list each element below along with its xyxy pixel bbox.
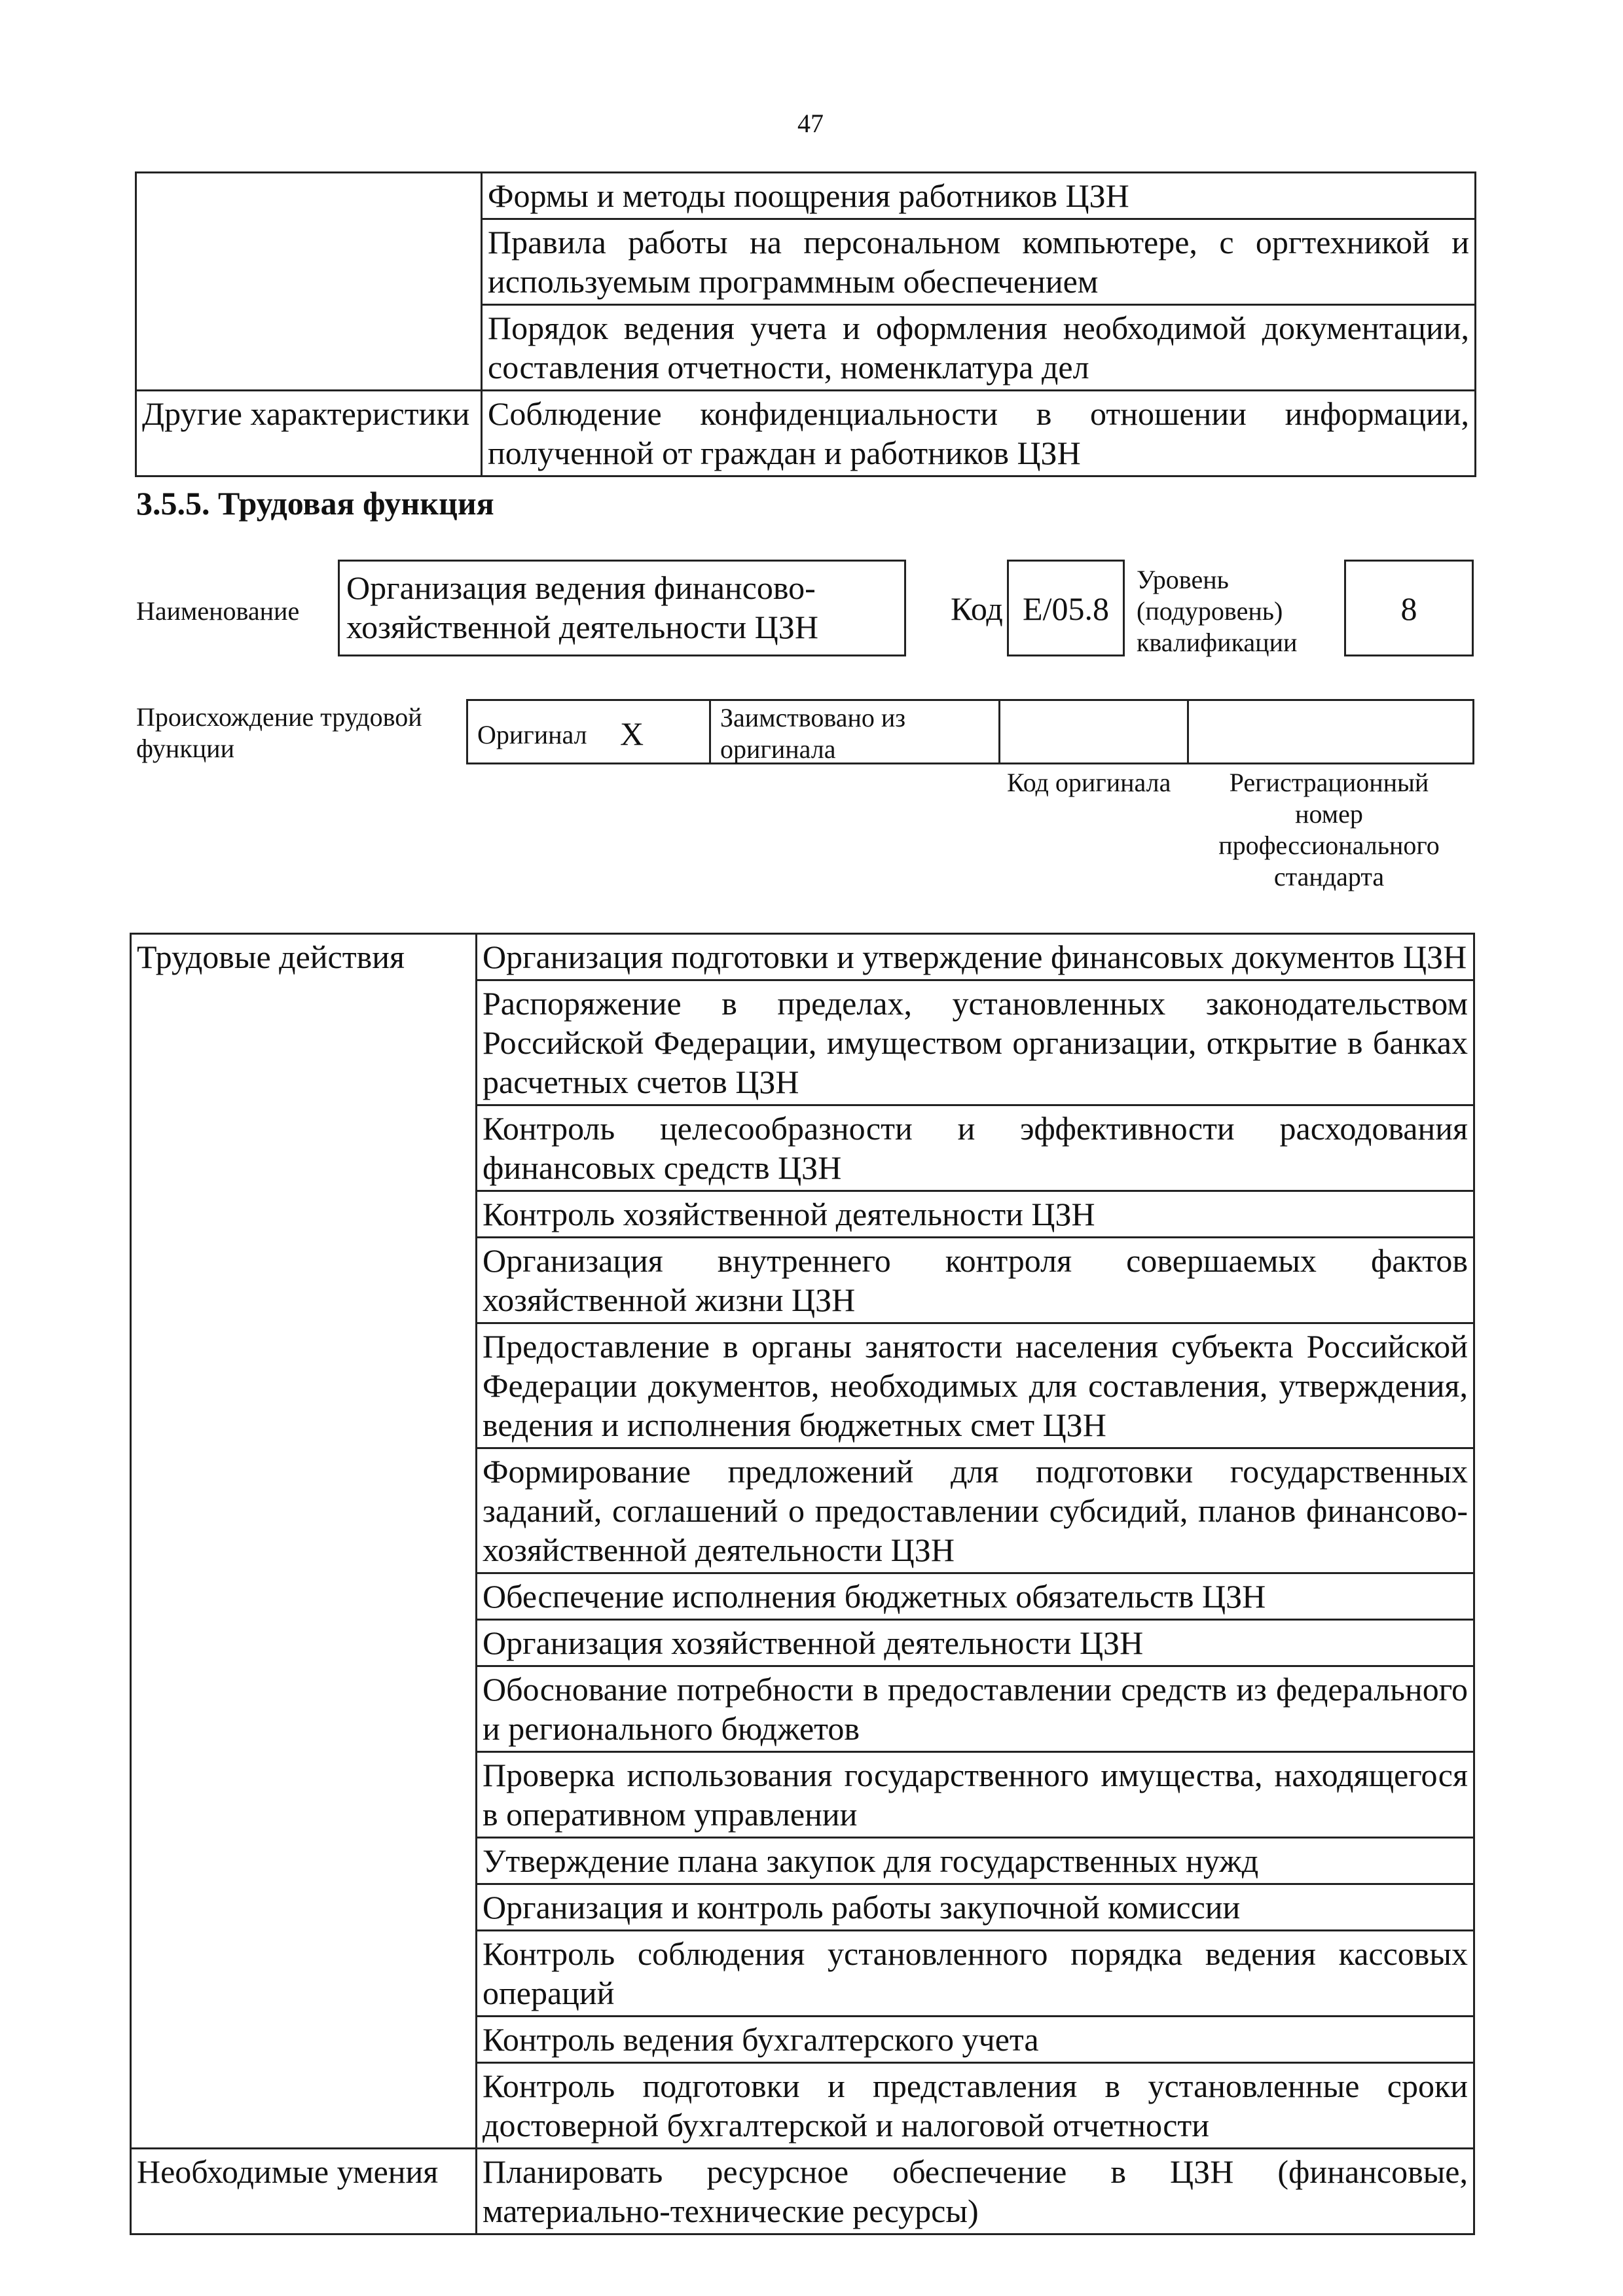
page-number: 47 [797,109,824,138]
list-item: Планировать ресурсное обеспечение в ЦЗН (финансовые, материально-технические ресурсы) [477,2149,1474,2234]
list-item: Обоснование потребности в предоставлении средств из федерального и регионального бюджетов [477,1666,1474,1752]
original-mark: X [620,715,644,752]
origin-box [466,699,1474,764]
list-item: Утверждение плана закупок для государственных нужд [477,1838,1474,1884]
level-label: Уровень (подуровень) квалификации [1137,565,1298,657]
labor-actions-table [130,933,1475,2235]
table-cell: Соблюдение конфиденциальности в отношении информации, полученной от граждан и работников ЦЗН [482,391,1476,476]
list-item: Организация и контроль работы закупочной комиссии [477,1884,1474,1931]
list-item: Распоряжение в пределах, установленных законодательством Российской Федерации, имуществом организации, открытие в банках расчетных счетов ЦЗН [477,980,1474,1105]
list-item: Контроль хозяйственной деятельности ЦЗН [477,1191,1474,1238]
row-label: Необходимые умения [131,2149,477,2234]
registration-number-caption: Регистрационный номер профессионального стандарта [1218,768,1440,891]
row-label: Другие характеристики [136,391,482,476]
list-item: Организация внутреннего контроля совершаемых фактов хозяйственной жизни ЦЗН [477,1238,1474,1323]
borrowed-label: Заимствовано из оригинала [720,703,906,764]
origin-label: Происхождение трудовой функции [136,702,422,763]
code-original-caption: Код оригинала [1007,768,1171,797]
section-heading: 3.5.5. Трудовая функция [136,485,494,522]
function-name: Организация ведения финансово-хозяйственной деятельности ЦЗН [338,560,906,656]
characteristics-table [135,171,1476,477]
list-item: Контроль подготовки и представления в установленные сроки достоверной бухгалтерской и налоговой отчетности [477,2063,1474,2149]
list-item: Предоставление в органы занятости населения субъекта Российской Федерации документов, необходимых для составления, утверждения, ведения и исполнения бюджетных смет ЦЗН [477,1323,1474,1448]
original-label: Оригинал [477,720,587,749]
code-label: Код [951,590,1003,627]
list-item: Контроль соблюдения установленного порядка ведения кассовых операций [477,1931,1474,2017]
list-item: Проверка использования государственного имущества, находящегося в оперативном управлении [477,1752,1474,1838]
table-row [131,934,1474,980]
table-row [136,173,1476,219]
list-item: Формирование предложений для подготовки государственных заданий, соглашений о предоставлении субсидий, планов финансово-хозяйственной деятельности ЦЗН [477,1448,1474,1573]
table-cell: Порядок ведения учета и оформления необходимой документации, составления отчетности, номенклатура дел [482,305,1476,391]
list-item: Контроль целесообразности и эффективности расходования финансовых средств ЦЗН [477,1105,1474,1191]
level-value: 8 [1344,560,1474,656]
list-item: Обеспечение исполнения бюджетных обязательств ЦЗН [477,1573,1474,1620]
table-cell: Правила работы на персональном компьютере, с оргтехникой и используемым программным обеспечением [482,219,1476,305]
list-item: Контроль ведения бухгалтерского учета [477,2017,1474,2063]
list-item: Организация хозяйственной деятельности ЦЗН [477,1620,1474,1666]
table-cell: Формы и методы поощрения работников ЦЗН [482,173,1476,219]
table-cell-left [136,173,482,391]
row-label: Трудовые действия [131,934,477,2149]
table-row [131,2149,1474,2234]
name-label: Наименование [136,596,300,626]
code-value: E/05.8 [1007,560,1125,656]
table-row [136,391,1476,476]
list-item: Организация подготовки и утверждение финансовых документов ЦЗН [477,934,1474,980]
